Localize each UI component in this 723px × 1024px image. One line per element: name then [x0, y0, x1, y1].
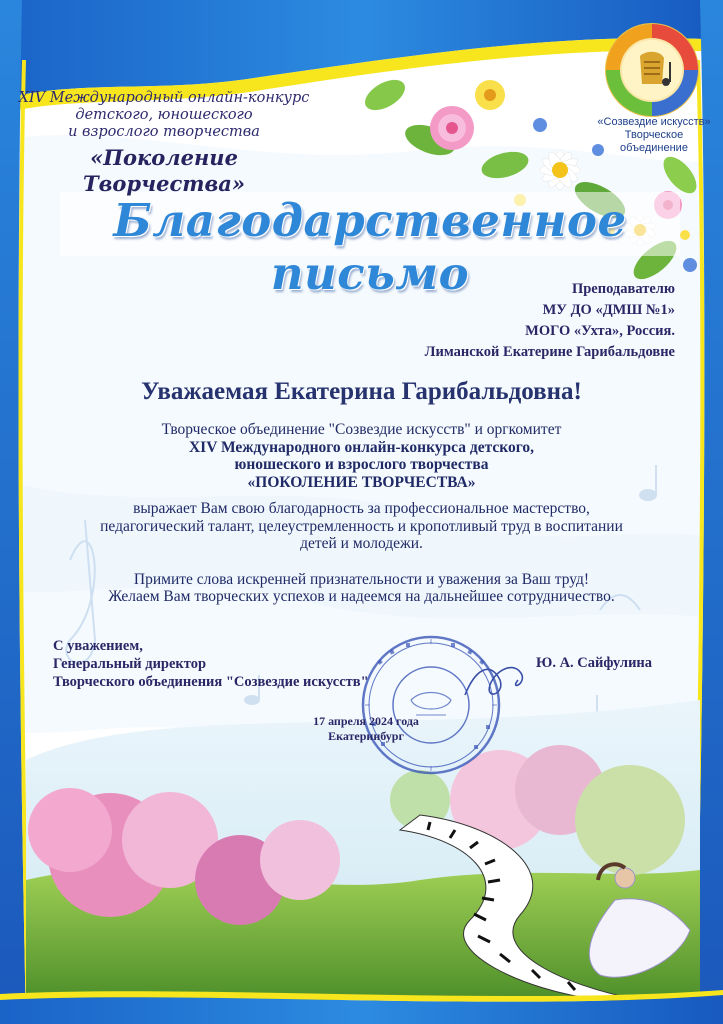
logo-caption-line-1: «Созвездие искусств»: [597, 116, 711, 128]
issue-city: Екатеринбург: [328, 729, 404, 743]
date-block: [296, 714, 436, 744]
addressee-block: [425, 279, 675, 363]
body-p2-line-2: педагогический талант, целеустремленность и кропотливый труд в воспитании: [100, 517, 623, 535]
addressee-line-3: МОГО «Ухта», Россия.: [525, 323, 675, 339]
organization-logo: [604, 22, 700, 118]
body-p2-line-3: детей и молодежи.: [300, 535, 423, 552]
body-p2-line-1: выражает Вам свою благодарность за профессиональное мастерство,: [133, 500, 590, 517]
salutation: Уважаемая Екатерина Гарибальдовна!: [141, 378, 582, 405]
body-p3-line-1: Примите слова искренней признательности и уважения за Ваш труд!: [133, 570, 590, 588]
addressee-line-4: Лиманской Екатерине Гарибальдовне: [424, 344, 675, 360]
contest-line-2: детского, юношеского: [75, 107, 253, 123]
contest-title: «Поколение Творчества»: [82, 145, 245, 196]
contest-line-3: и взрослого творчества: [68, 124, 260, 140]
body-p3-line-2: Желаем Вам творческих успехов и надеемся на дальнейшее сотрудничество.: [108, 588, 615, 605]
addressee-line-2: МУ ДО «ДМШ №1»: [542, 302, 675, 318]
contest-line-1: XIV Международный онлайн-конкурс: [18, 90, 310, 106]
contest-name-block: [14, 90, 314, 197]
letter-body: [40, 421, 683, 606]
logo-caption: [590, 116, 718, 155]
addressee-line-1: Преподавателю: [571, 281, 675, 297]
sign-line-1: С уважением,: [53, 638, 143, 654]
signature-block: [53, 637, 369, 691]
logo-caption-line-2: Творческое объединение: [620, 129, 688, 154]
body-p1-line-4: «ПОКОЛЕНИЕ ТВОРЧЕСТВА»: [247, 473, 476, 491]
sign-line-3: Творческого объединения "Созвездие искусств": [53, 674, 369, 690]
body-p1-line-1: Творческое объединение "Созвездие искусств" и оргкомитет: [161, 421, 562, 438]
body-p1-line-2: XIV Международного онлайн-конкурса детского,: [188, 438, 535, 456]
handwritten-signature: [460, 650, 530, 710]
signer-name: Ю. А. Сайфулина: [536, 655, 653, 671]
body-p1-line-3: юношеского и взрослого творчества: [234, 456, 489, 473]
document-title: Благодарственное письмо: [113, 194, 627, 300]
issue-date: 17 апреля 2024 года: [313, 714, 419, 728]
sign-line-2: Генеральный директор: [53, 656, 207, 672]
